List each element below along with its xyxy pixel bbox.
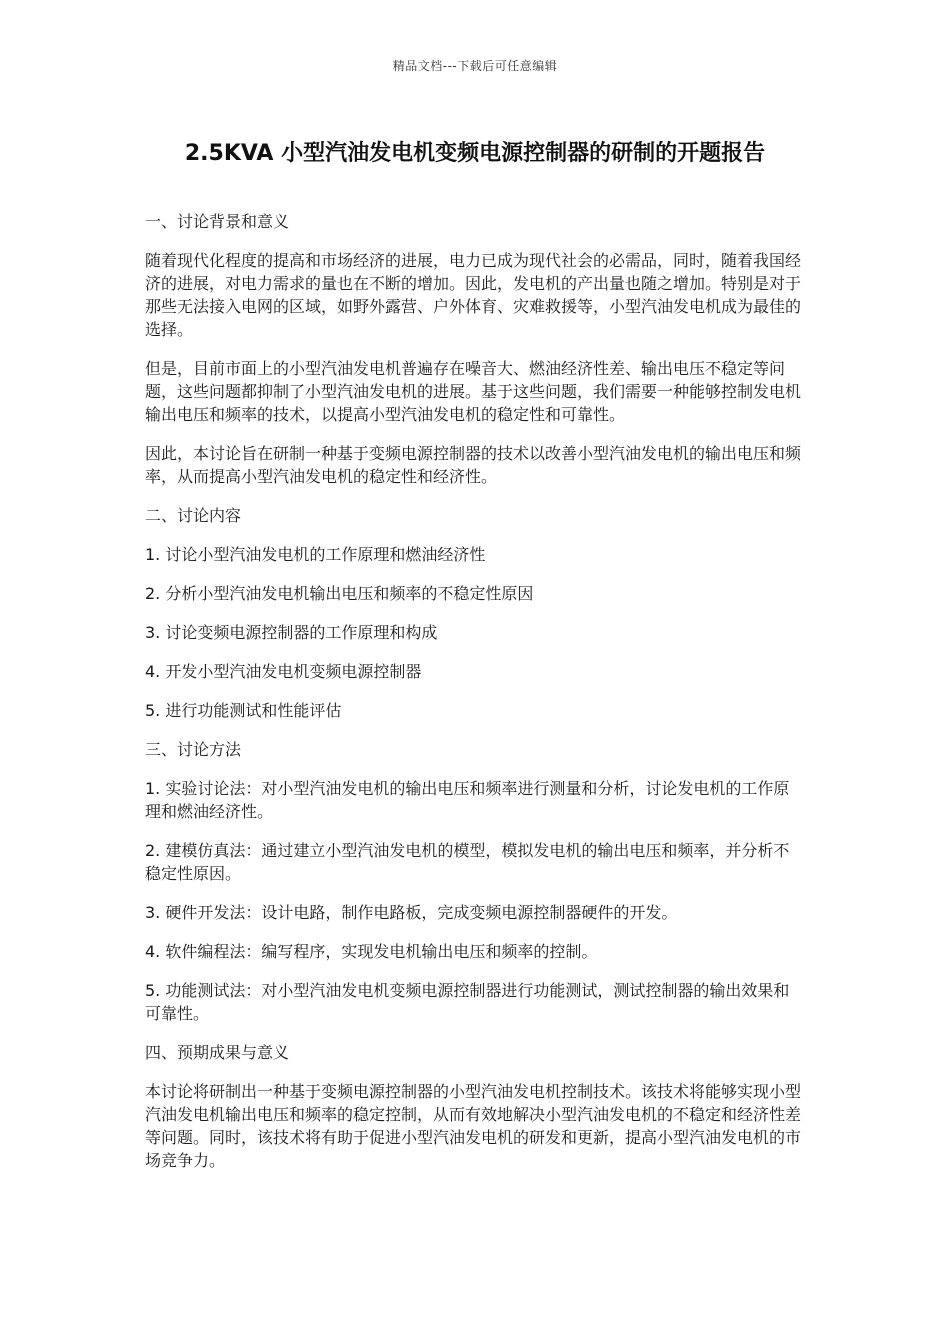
content-list-item: 2. 分析小型汽油发电机输出电压和频率的不稳定性原因 bbox=[145, 584, 534, 603]
content-list-item: 1. 讨论小型汽油发电机的工作原理和燃油经济性 bbox=[145, 545, 486, 564]
content-list-item: 4. 开发小型汽油发电机变频电源控制器 bbox=[145, 662, 422, 681]
section-heading-outcomes: 四、预期成果与意义 bbox=[145, 1043, 290, 1062]
content-list-item: 3. 讨论变频电源控制器的工作原理和构成 bbox=[145, 623, 438, 642]
background-paragraph: 随着现代化程度的提高和市场经济的进展，电力已成为现代社会的必需品，同时，随着我国经济的进展，对电力需求的量也在不断的增加。因此，发电机的产出量也随之增加。特别是对于那些无法接入电网的区域，如野外露营、户外体育、灾难救援等，小型汽油发电机成为最佳的选择。 bbox=[145, 251, 802, 339]
page-header-note: 精品文档---下载后可任意编辑 bbox=[392, 59, 558, 73]
section-heading-background: 一、讨论背景和意义 bbox=[145, 212, 290, 231]
background-paragraph: 但是，目前市面上的小型汽油发电机普遍存在噪音大、燃油经济性差、输出电压不稳定等问题，这些问题都抑制了小型汽油发电机的进展。基于这些问题，我们需要一种能够控制发电机输出电压和频率的技术，以提高小型汽油发电机的稳定性和可靠性。 bbox=[145, 359, 802, 424]
content-list-item: 5. 进行功能测试和性能评估 bbox=[145, 701, 342, 720]
method-list-item: 1. 实验讨论法：对小型汽油发电机的输出电压和频率进行测量和分析，讨论发电机的工作原理和燃油经济性。 bbox=[145, 779, 790, 821]
section-heading-content: 二、讨论内容 bbox=[145, 506, 242, 525]
method-list-item: 3. 硬件开发法：设计电路，制作电路板，完成变频电源控制器硬件的开发。 bbox=[145, 903, 678, 922]
method-list-item: 5. 功能测试法：对小型汽油发电机变频电源控制器进行功能测试，测试控制器的输出效果和可靠性。 bbox=[145, 981, 790, 1023]
method-list-item: 2. 建模仿真法：通过建立小型汽油发电机的模型，模拟发电机的输出电压和频率，并分析不稳定性原因。 bbox=[145, 841, 790, 883]
section-heading-methods: 三、讨论方法 bbox=[145, 740, 242, 759]
document-body bbox=[145, 210, 805, 1188]
background-paragraph: 因此，本讨论旨在研制一种基于变频电源控制器的技术以改善小型汽油发电机的输出电压和频率，从而提高小型汽油发电机的稳定性和经济性。 bbox=[145, 444, 802, 486]
method-list-item: 4. 软件编程法：编写程序，实现发电机输出电压和频率的控制。 bbox=[145, 942, 598, 961]
outcomes-paragraph: 本讨论将研制出一种基于变频电源控制器的小型汽油发电机控制技术。该技术将能够实现小型汽油发电机输出电压和频率的稳定控制，从而有效地解决小型汽油发电机的不稳定和经济性差等问题。同时，该技术将有助于促进小型汽油发电机的研发和更新，提高小型汽油发电机的市场竞争力。 bbox=[145, 1082, 802, 1170]
document-title: 2.5KVA 小型汽油发电机变频电源控制器的研制的开题报告 bbox=[184, 141, 766, 166]
